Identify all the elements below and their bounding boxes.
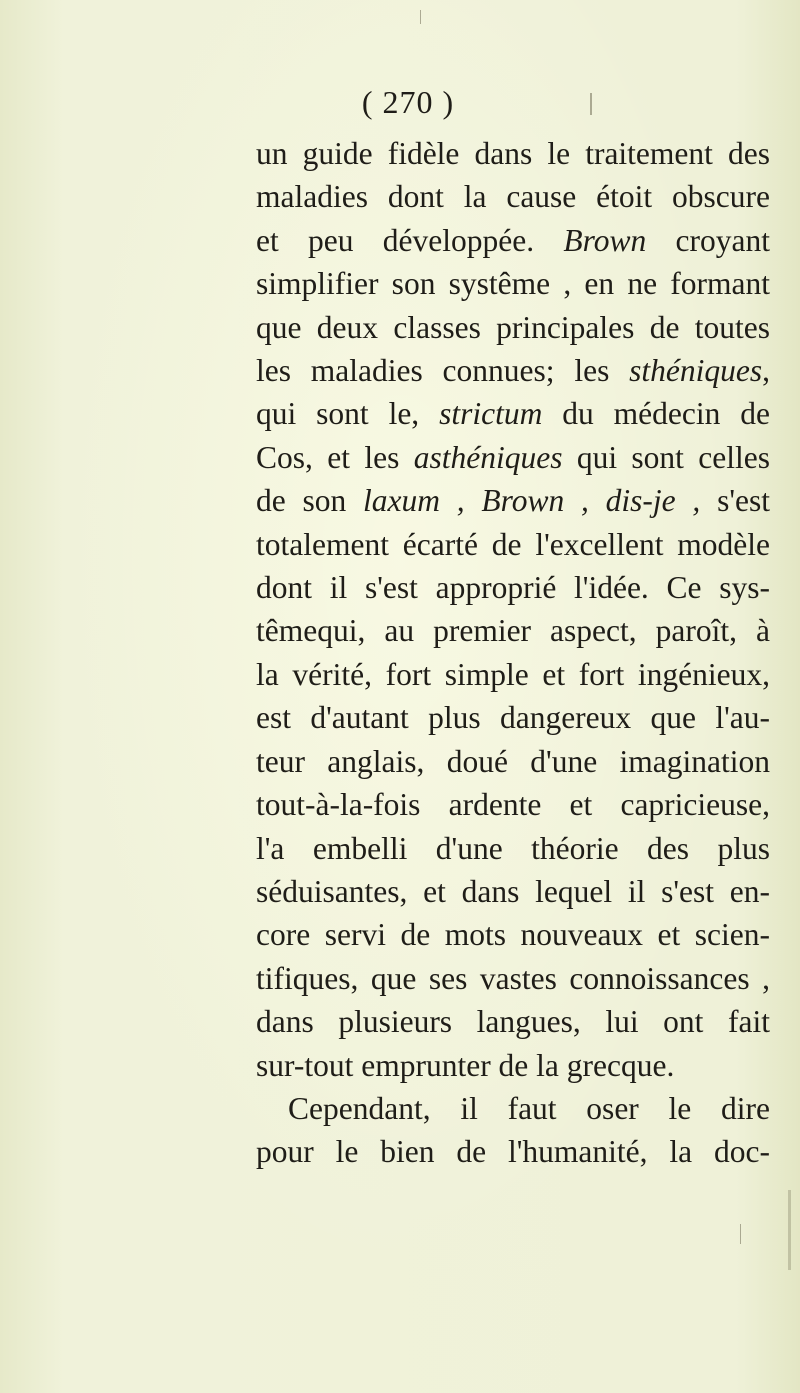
text-line — [256, 349, 770, 392]
text-segment: sur-tout emprunter de la grecque. — [256, 1047, 675, 1083]
italic-text: laxum , Brown , dis-je , — [363, 483, 701, 519]
text-line — [256, 392, 770, 435]
text-segment: qui sont celles — [562, 439, 771, 475]
text-line — [256, 913, 770, 956]
text-segment: teur anglais, doué d'une imagination — [256, 743, 770, 779]
paper-speck — [590, 93, 592, 115]
text-segment: maladies dont la cause étoit obscure — [256, 179, 770, 215]
text-segment: , — [762, 353, 770, 389]
text-line — [256, 783, 770, 826]
text-line — [256, 957, 770, 1000]
text-segment: simplifier son systême , en ne formant — [256, 266, 770, 302]
paper-speck — [788, 1190, 791, 1270]
text-segment: totalement écarté de l'excellent modèle — [256, 526, 770, 562]
text-segment: dans plusieurs langues, lui ont fait — [256, 1004, 770, 1040]
text-segment: est d'autant plus dangereux que l'au- — [256, 700, 770, 736]
paper-speck — [420, 10, 421, 24]
text-segment: tout-à-la-fois ardente et capricieuse, — [256, 787, 770, 823]
text-segment: pour le bien de l'humanité, la doc- — [256, 1134, 770, 1170]
italic-text: strictum — [439, 396, 543, 432]
text-line — [256, 436, 770, 479]
italic-text: sthéniques — [629, 353, 763, 389]
text-line — [256, 566, 770, 609]
text-segment: l'a embelli d'une théorie des plus — [256, 830, 770, 866]
body-text — [256, 132, 770, 1174]
text-segment: tifiques, que ses vastes connoissances , — [256, 960, 770, 996]
text-line — [256, 696, 770, 739]
italic-text: Brown — [563, 222, 647, 258]
text-segment: croyant — [646, 222, 770, 258]
text-line — [256, 653, 770, 696]
text-line — [256, 132, 770, 175]
text-line — [256, 1000, 770, 1043]
text-line — [256, 219, 770, 262]
italic-text: asthéniques — [413, 439, 563, 475]
text-segment: Cependant, il faut oser le dire — [288, 1090, 770, 1126]
text-line — [256, 479, 770, 522]
text-segment: Cos, et les — [256, 439, 414, 475]
text-line — [256, 1130, 770, 1173]
text-segment: de son — [256, 483, 364, 519]
paper-speck — [740, 1224, 741, 1244]
text-line — [256, 827, 770, 870]
page-number: ( 270 ) — [361, 84, 455, 120]
text-line — [256, 609, 770, 652]
text-segment: qui sont le, — [256, 396, 440, 432]
text-segment: têmequi, au premier aspect, paroît, à — [256, 613, 770, 649]
text-segment: la vérité, fort simple et fort ingénieux, — [256, 656, 770, 692]
text-line — [256, 523, 770, 566]
text-segment: un guide fidèle dans le traitement des — [256, 136, 770, 171]
text-line — [256, 870, 770, 913]
text-line — [256, 306, 770, 349]
text-segment: s'est — [700, 483, 770, 519]
text-line — [256, 1087, 770, 1130]
text-line — [256, 262, 770, 305]
text-segment: dont il s'est approprié l'idée. Ce sys- — [256, 570, 770, 606]
text-segment: et peu développée. — [256, 222, 564, 258]
text-segment: core servi de mots nouveaux et scien- — [256, 917, 770, 953]
text-segment: que deux classes principales de toutes — [256, 309, 770, 345]
text-line — [256, 1044, 770, 1087]
text-segment: les maladies connues; les — [256, 353, 630, 389]
text-segment: séduisantes, et dans lequel il s'est en- — [256, 873, 770, 909]
text-line — [256, 740, 770, 783]
text-line — [256, 175, 770, 218]
text-segment: du médecin de — [542, 396, 770, 432]
